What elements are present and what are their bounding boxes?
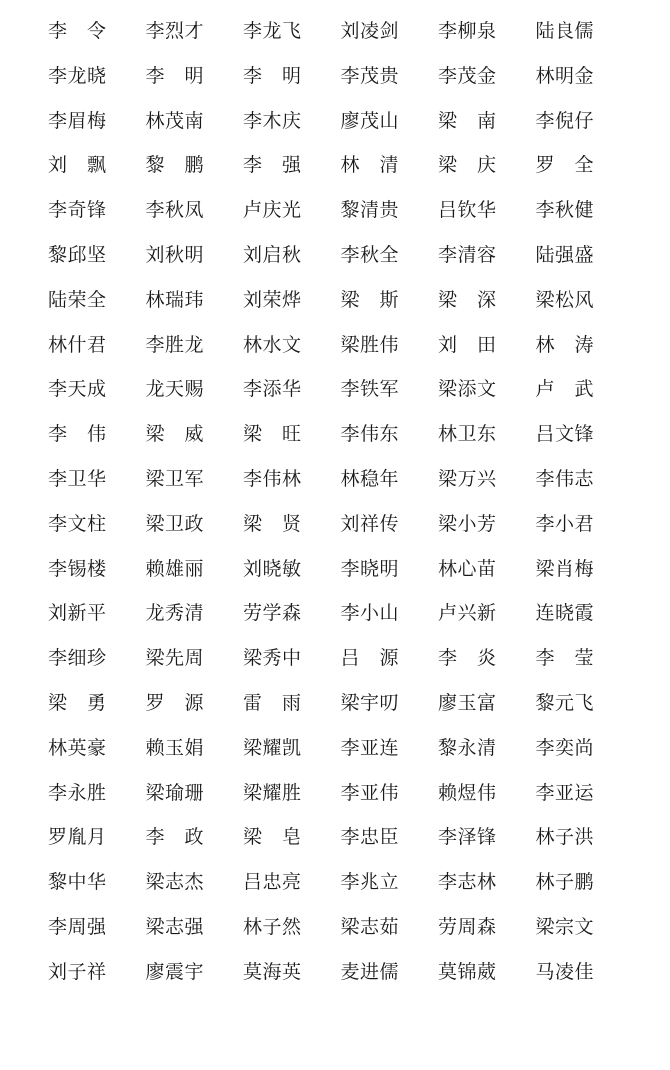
name-entry: 刘晓敏 — [243, 557, 302, 580]
name-entry: 李 政 — [145, 826, 205, 849]
name-entry: 梁添文 — [438, 378, 497, 401]
name-entry: 李 伟 — [48, 423, 107, 446]
name-entry: 林茂南 — [145, 109, 205, 132]
name-entry: 梁 贤 — [243, 512, 302, 535]
name-entry: 李龙晓 — [48, 64, 107, 87]
name-entry: 李小君 — [535, 512, 595, 535]
name-entry: 赖煜伟 — [438, 781, 497, 804]
name-entry: 梁 深 — [438, 288, 497, 311]
name-entry: 梁 旺 — [243, 423, 302, 446]
name-entry: 李泽锋 — [438, 826, 497, 849]
name-entry: 李倪仔 — [535, 109, 595, 132]
name-entry: 梁 庆 — [438, 154, 497, 177]
name-entry: 李伟林 — [243, 467, 302, 490]
name-list-grid — [48, 18, 648, 1004]
name-entry: 李奇锋 — [48, 199, 107, 222]
name-entry: 吕文锋 — [535, 423, 595, 446]
name-entry: 梁志杰 — [145, 871, 205, 894]
name-entry: 李 明 — [243, 64, 302, 87]
name-entry: 梁卫政 — [145, 512, 205, 535]
name-entry: 劳周森 — [438, 915, 497, 938]
name-entry: 梁胜伟 — [340, 333, 400, 356]
name-entry: 梁秀中 — [243, 647, 302, 670]
name-entry: 廖玉富 — [438, 691, 497, 714]
name-entry: 黎元飞 — [535, 691, 595, 714]
name-entry: 陆荣全 — [48, 288, 107, 311]
name-entry: 黎邱坚 — [48, 243, 107, 266]
name-entry: 林子然 — [243, 915, 302, 938]
name-entry: 麦进儒 — [340, 960, 400, 983]
name-entry: 林瑞玮 — [145, 288, 205, 311]
name-entry: 李铁军 — [340, 378, 400, 401]
name-entry: 林 清 — [340, 154, 400, 177]
name-entry: 连晓霞 — [535, 602, 595, 625]
name-entry: 罗 全 — [535, 154, 595, 177]
name-entry: 林什君 — [48, 333, 107, 356]
name-entry: 梁先周 — [145, 647, 205, 670]
name-entry: 林子洪 — [535, 826, 595, 849]
name-entry: 李茂贵 — [340, 64, 400, 87]
name-entry: 陆强盛 — [535, 243, 595, 266]
name-entry: 梁 皂 — [243, 826, 302, 849]
name-entry: 梁肖梅 — [535, 557, 595, 580]
name-entry: 龙秀清 — [145, 602, 205, 625]
name-entry: 刘凌剑 — [340, 20, 400, 42]
name-entry: 李 炎 — [438, 647, 497, 670]
name-entry: 李木庆 — [243, 109, 302, 132]
name-entry: 刘新平 — [48, 602, 107, 625]
name-entry: 黎 鹏 — [145, 154, 205, 177]
name-entry: 李添华 — [243, 378, 302, 401]
name-entry: 梁 南 — [438, 109, 497, 132]
name-entry: 李清容 — [438, 243, 497, 266]
name-entry: 黎中华 — [48, 871, 107, 894]
name-entry: 李兆立 — [340, 871, 400, 894]
name-entry: 林水文 — [243, 333, 302, 356]
name-entry: 李文柱 — [48, 512, 107, 535]
name-entry: 黎永清 — [438, 736, 497, 759]
name-entry: 李伟志 — [535, 467, 595, 490]
name-entry: 莫海英 — [243, 960, 302, 983]
name-entry: 梁 斯 — [340, 288, 400, 311]
name-entry: 李周强 — [48, 915, 107, 938]
name-entry: 梁志强 — [145, 915, 205, 938]
name-entry: 梁小芳 — [438, 512, 497, 535]
name-entry: 赖雄丽 — [145, 557, 205, 580]
name-entry: 罗胤月 — [48, 826, 107, 849]
name-entry: 李秋健 — [535, 199, 595, 222]
name-entry: 林英豪 — [48, 736, 107, 759]
name-entry: 李秋凤 — [145, 199, 205, 222]
name-entry: 廖茂山 — [340, 109, 400, 132]
name-entry: 梁松风 — [535, 288, 595, 311]
name-entry: 莫锦葳 — [438, 960, 497, 983]
name-entry: 李天成 — [48, 378, 107, 401]
name-entry: 李小山 — [340, 602, 400, 625]
name-entry: 李 莹 — [535, 647, 595, 670]
name-entry: 李胜龙 — [145, 333, 205, 356]
name-entry: 李忠臣 — [340, 826, 400, 849]
name-entry: 李奕尚 — [535, 736, 595, 759]
name-entry: 李锡楼 — [48, 557, 107, 580]
name-entry: 龙天赐 — [145, 378, 205, 401]
name-entry: 梁耀胜 — [243, 781, 302, 804]
name-entry: 李亚连 — [340, 736, 400, 759]
name-entry: 李 强 — [243, 154, 302, 177]
name-entry: 梁万兴 — [438, 467, 497, 490]
name-entry: 林稳年 — [340, 467, 400, 490]
name-entry: 李细珍 — [48, 647, 107, 670]
name-entry: 吕 源 — [340, 647, 400, 670]
name-entry: 李茂金 — [438, 64, 497, 87]
name-entry: 梁宗文 — [535, 915, 595, 938]
name-entry: 林子鹏 — [535, 871, 595, 894]
name-entry: 梁瑜珊 — [145, 781, 205, 804]
name-entry: 吕钦华 — [438, 199, 497, 222]
name-entry: 李烈才 — [145, 20, 205, 42]
name-entry: 李亚运 — [535, 781, 595, 804]
name-entry: 梁 勇 — [48, 691, 107, 714]
name-entry: 李龙飞 — [243, 20, 302, 42]
name-entry: 刘祥传 — [340, 512, 400, 535]
name-entry: 马凌佳 — [535, 960, 595, 983]
name-entry: 梁志茹 — [340, 915, 400, 938]
name-entry: 刘秋明 — [145, 243, 205, 266]
name-entry: 李卫华 — [48, 467, 107, 490]
name-entry: 卢 武 — [535, 378, 595, 401]
name-entry: 刘子祥 — [48, 960, 107, 983]
name-entry: 李志林 — [438, 871, 497, 894]
name-entry: 李永胜 — [48, 781, 107, 804]
name-entry: 李 令 — [48, 20, 107, 42]
name-entry: 梁耀凯 — [243, 736, 302, 759]
name-entry: 卢兴新 — [438, 602, 497, 625]
name-entry: 刘 飘 — [48, 154, 107, 177]
name-entry: 梁宇叨 — [340, 691, 400, 714]
name-entry: 罗 源 — [145, 691, 205, 714]
name-entry: 劳学森 — [243, 602, 302, 625]
name-entry: 李 明 — [145, 64, 205, 87]
name-entry: 雷 雨 — [243, 691, 302, 714]
name-entry: 黎清贵 — [340, 199, 400, 222]
name-entry: 陆良儒 — [535, 20, 595, 42]
name-entry: 李眉梅 — [48, 109, 107, 132]
name-entry: 刘荣烨 — [243, 288, 302, 311]
name-entry: 李秋全 — [340, 243, 400, 266]
name-entry: 廖震宇 — [145, 960, 205, 983]
name-entry: 刘启秋 — [243, 243, 302, 266]
name-entry: 赖玉娟 — [145, 736, 205, 759]
name-entry: 林明金 — [535, 64, 595, 87]
name-entry: 林 涛 — [535, 333, 595, 356]
name-entry: 刘 田 — [438, 333, 497, 356]
name-entry: 李晓明 — [340, 557, 400, 580]
name-entry: 李伟东 — [340, 423, 400, 446]
name-entry: 吕忠亮 — [243, 871, 302, 894]
name-entry: 林卫东 — [438, 423, 497, 446]
name-entry: 梁卫军 — [145, 467, 205, 490]
name-entry: 林心苗 — [438, 557, 497, 580]
name-entry: 李亚伟 — [340, 781, 400, 804]
name-entry: 梁 威 — [145, 423, 205, 446]
name-entry: 李柳泉 — [438, 20, 497, 42]
name-entry: 卢庆光 — [243, 199, 302, 222]
